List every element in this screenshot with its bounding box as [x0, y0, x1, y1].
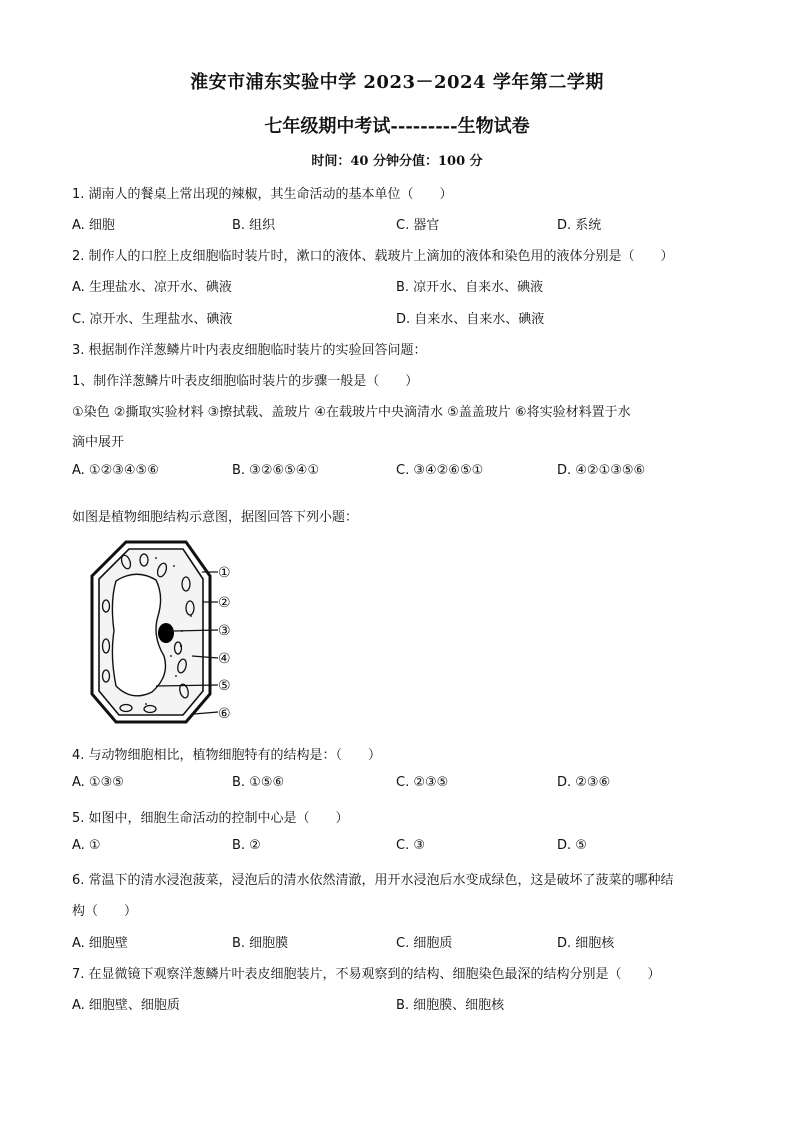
q2-stem: 2. 制作人的口腔上皮细胞临时装片时，漱口的液体、载玻片上滴加的液体和染色用的液体分别是（ ）: [72, 249, 674, 264]
q1-option-b: B. 组织: [232, 218, 276, 233]
nucleus-shape: [158, 623, 174, 643]
q2-option-a: A. 生理盐水、凉开水、碘液: [72, 280, 232, 295]
q3-sub-question: 1、制作洋葱鳞片叶表皮细胞临时装片的步骤一般是（ ）: [72, 374, 419, 389]
diagram-label-5: ⑤: [218, 678, 231, 694]
q6-stem-line2: 构（ ）: [72, 904, 138, 919]
q4-stem: 4. 与动物细胞相比，植物细胞特有的结构是：（ ）: [72, 748, 382, 763]
q5-option-d: D. ⑤: [557, 838, 587, 853]
q7-option-a: A. 细胞壁、细胞质: [72, 998, 180, 1013]
q4-option-b: B. ①⑤⑥: [232, 775, 285, 790]
q2-option-d: D. 自来水、自来水、碘液: [396, 312, 545, 327]
q3-intro: 3. 根据制作洋葱鳞片叶内表皮细胞临时装片的实验回答问题：: [72, 343, 427, 358]
figure-intro: 如图是植物细胞结构示意图，据图回答下列小题：: [72, 510, 359, 525]
q3-steps-line2: 滴中展开: [72, 435, 125, 450]
diagram-label-4: ④: [218, 651, 231, 667]
q6-option-b: B. 细胞膜: [232, 936, 289, 951]
q5-stem: 5. 如图中，细胞生命活动的控制中心是（ ）: [72, 811, 349, 826]
exam-meta: 时间：40 分钟分值：100 分: [311, 154, 483, 169]
q4-option-a: A. ①③⑤: [72, 775, 124, 790]
q4-option-d: D. ②③⑥: [557, 775, 611, 790]
q6-option-a: A. 细胞壁: [72, 936, 128, 951]
q7-stem: 7. 在显微镜下观察洋葱鳞片叶表皮细胞装片，不易观察到的结构、细胞染色最深的结构分别是（ ）: [72, 967, 661, 982]
q3-option-d: D. ④②①③⑤⑥: [557, 463, 646, 478]
plant-cell-diagram: [86, 536, 246, 732]
q1-option-d: D. 系统: [557, 218, 602, 233]
q4-option-c: C. ②③⑤: [396, 775, 449, 790]
exam-title-line1: 淮安市浦东实验中学 2023－2024 学年第二学期: [190, 72, 604, 93]
q3-option-c: C. ③④②⑥⑤①: [396, 463, 484, 478]
q2-option-b: B. 凉开水、自来水、碘液: [396, 280, 544, 295]
diagram-label-6: ⑥: [218, 706, 231, 722]
q1-stem: 1. 湖南人的餐桌上常出现的辣椒，其生命活动的基本单位（ ）: [72, 187, 453, 202]
q5-option-a: A. ①: [72, 838, 101, 853]
diagram-label-3: ③: [218, 623, 231, 639]
q6-option-d: D. 细胞核: [557, 936, 615, 951]
q3-option-b: B. ③②⑥⑤④①: [232, 463, 320, 478]
q3-option-a: A. ①②③④⑤⑥: [72, 463, 159, 478]
diagram-label-2: ②: [218, 595, 231, 611]
diagram-label-1: ①: [218, 565, 231, 581]
q6-option-c: C. 细胞质: [396, 936, 453, 951]
q1-option-c: C. 器官: [396, 218, 440, 233]
q2-option-c: C. 凉开水、生理盐水、碘液: [72, 312, 233, 327]
exam-title-line2: 七年级期中考试---------生物试卷: [264, 116, 530, 137]
q3-steps-line1: ①染色 ②撕取实验材料 ③擦拭载、盖玻片 ④在载玻片中央滴清水 ⑤盖盖玻片 ⑥将实验材料置于水: [72, 405, 631, 420]
q7-option-b: B. 细胞膜、细胞核: [396, 998, 505, 1013]
q5-option-b: B. ②: [232, 838, 261, 853]
q6-stem-line1: 6. 常温下的清水浸泡菠菜，浸泡后的清水依然清澈，用开水浸泡后水变成绿色，这是破坏了菠菜的哪种结: [72, 873, 674, 888]
q5-option-c: C. ③: [396, 838, 425, 853]
q1-option-a: A. 细胞: [72, 218, 115, 233]
